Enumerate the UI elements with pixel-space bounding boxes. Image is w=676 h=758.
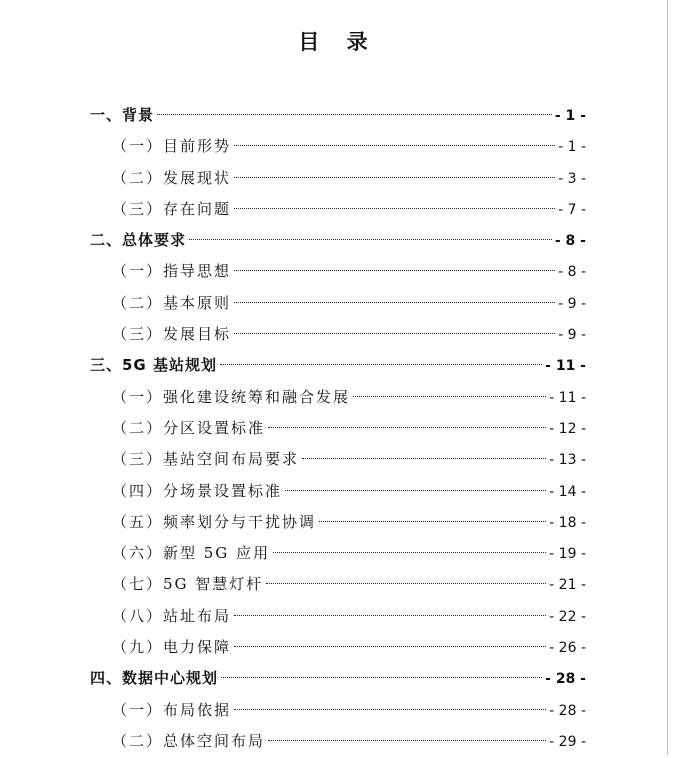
toc-dot-leader	[266, 583, 546, 584]
toc-page-number: - 1 -	[558, 139, 586, 156]
toc-dot-leader	[285, 490, 546, 491]
toc-dot-leader	[273, 552, 546, 553]
toc-entry-label: （九）电力保障	[112, 638, 232, 657]
toc-dot-leader	[234, 333, 555, 334]
toc-page-number: - 28 -	[549, 702, 586, 719]
toc-page-number: - 8 -	[554, 233, 586, 250]
toc-section-entry[interactable]	[90, 695, 586, 726]
toc-section-entry[interactable]	[90, 382, 586, 413]
toc-section-entry[interactable]	[90, 288, 586, 319]
toc-dot-leader	[234, 302, 555, 303]
toc-entry-label: 一、背景	[90, 106, 155, 124]
toc-section-entry[interactable]	[90, 538, 586, 569]
toc-entry-label: （三）存在问题	[112, 199, 232, 218]
toc-section-entry[interactable]	[90, 569, 586, 600]
toc-dot-leader	[353, 396, 546, 397]
toc-page-number: - 26 -	[549, 640, 586, 657]
toc-page-number: - 11 -	[549, 389, 586, 406]
toc-chapter-entry[interactable]	[90, 663, 586, 694]
toc-section-entry[interactable]	[90, 194, 586, 225]
toc-entry-label: （三）发展目标	[112, 325, 232, 344]
toc-entry-label: 四、数据中心规划	[90, 669, 219, 688]
toc-page-number: - 12 -	[549, 420, 586, 437]
toc-section-entry[interactable]	[90, 632, 586, 663]
toc-dot-leader	[234, 646, 546, 647]
toc-entry-label: （二）基本原则	[112, 293, 232, 312]
toc-dot-leader	[220, 364, 542, 365]
toc-page-number: - 19 -	[549, 546, 586, 563]
toc-page-number: - 14 -	[549, 483, 586, 500]
toc-section-entry[interactable]	[90, 163, 586, 194]
toc-page-number: - 18 -	[549, 514, 586, 531]
toc-section-entry[interactable]	[90, 507, 586, 538]
toc-entry-label: （五）频率划分与干扰协调	[112, 512, 317, 531]
toc-entry-label: （七）5G 智慧灯杆	[112, 575, 264, 594]
toc-entry-label: （四）分场景设置标准	[112, 481, 283, 500]
toc-page-number: - 7 -	[558, 201, 586, 218]
toc-entry-label: （一）强化建设统筹和融合发展	[112, 387, 351, 406]
toc-entry-label: （二）总体空间布局	[112, 731, 266, 750]
toc-page-number: - 11 -	[545, 358, 586, 375]
toc-entry-label: 二、总体要求	[90, 231, 187, 250]
toc-page-number: - 9 -	[558, 327, 586, 344]
toc-chapter-entry[interactable]	[90, 350, 586, 381]
toc-page-number: - 21 -	[549, 577, 586, 594]
toc-dot-leader	[157, 114, 552, 115]
toc-entry-label: （一）指导思想	[112, 262, 232, 281]
toc-entry-label: （三）基站空间布局要求	[112, 450, 300, 469]
toc-dot-leader	[221, 677, 542, 678]
toc-dot-leader	[234, 145, 555, 146]
toc-page-number: - 22 -	[549, 608, 586, 625]
toc-entry-label: （二）分区设置标准	[112, 418, 266, 437]
toc-entry-label: （一）目前形势	[112, 137, 232, 156]
toc-title: 目 录	[298, 29, 378, 54]
toc-dot-leader	[234, 270, 555, 271]
toc-section-entry[interactable]	[90, 319, 586, 350]
toc-section-entry[interactable]	[90, 726, 586, 757]
toc-dot-leader	[234, 709, 546, 710]
toc-page-number: - 1 -	[554, 108, 586, 124]
toc-section-entry[interactable]	[90, 256, 586, 287]
toc-section-entry[interactable]	[90, 444, 586, 475]
toc-dot-leader	[268, 740, 546, 741]
toc-entry-label: （六）新型 5G 应用	[112, 544, 271, 563]
toc-section-entry[interactable]	[90, 413, 586, 444]
toc-page-number: - 8 -	[558, 264, 586, 281]
toc-entry-label: （八）站址布局	[112, 606, 232, 625]
toc-dot-leader	[234, 208, 555, 209]
toc-dot-leader	[234, 615, 546, 616]
toc-dot-leader	[268, 427, 546, 428]
toc-page-number: - 3 -	[558, 170, 586, 187]
toc-section-entry[interactable]	[90, 601, 586, 632]
toc-chapter-entry[interactable]	[90, 225, 586, 256]
toc-entry-label: 三、5G 基站规划	[90, 356, 217, 375]
table-of-contents	[90, 100, 586, 757]
toc-page-number: - 28 -	[545, 671, 586, 688]
toc-dot-leader	[319, 521, 546, 522]
toc-page-number: - 9 -	[558, 295, 586, 312]
toc-entry-label: （一）布局依据	[112, 700, 232, 719]
toc-page-number: - 13 -	[549, 452, 586, 469]
toc-page-number: - 29 -	[549, 733, 586, 750]
page-edge-divider	[667, 0, 668, 755]
toc-section-entry[interactable]	[90, 131, 586, 162]
toc-chapter-entry[interactable]	[90, 100, 586, 131]
toc-dot-leader	[302, 458, 546, 459]
toc-entry-label: （二）发展现状	[112, 168, 232, 187]
toc-dot-leader	[189, 239, 552, 240]
toc-section-entry[interactable]	[90, 476, 586, 507]
toc-dot-leader	[234, 177, 555, 178]
